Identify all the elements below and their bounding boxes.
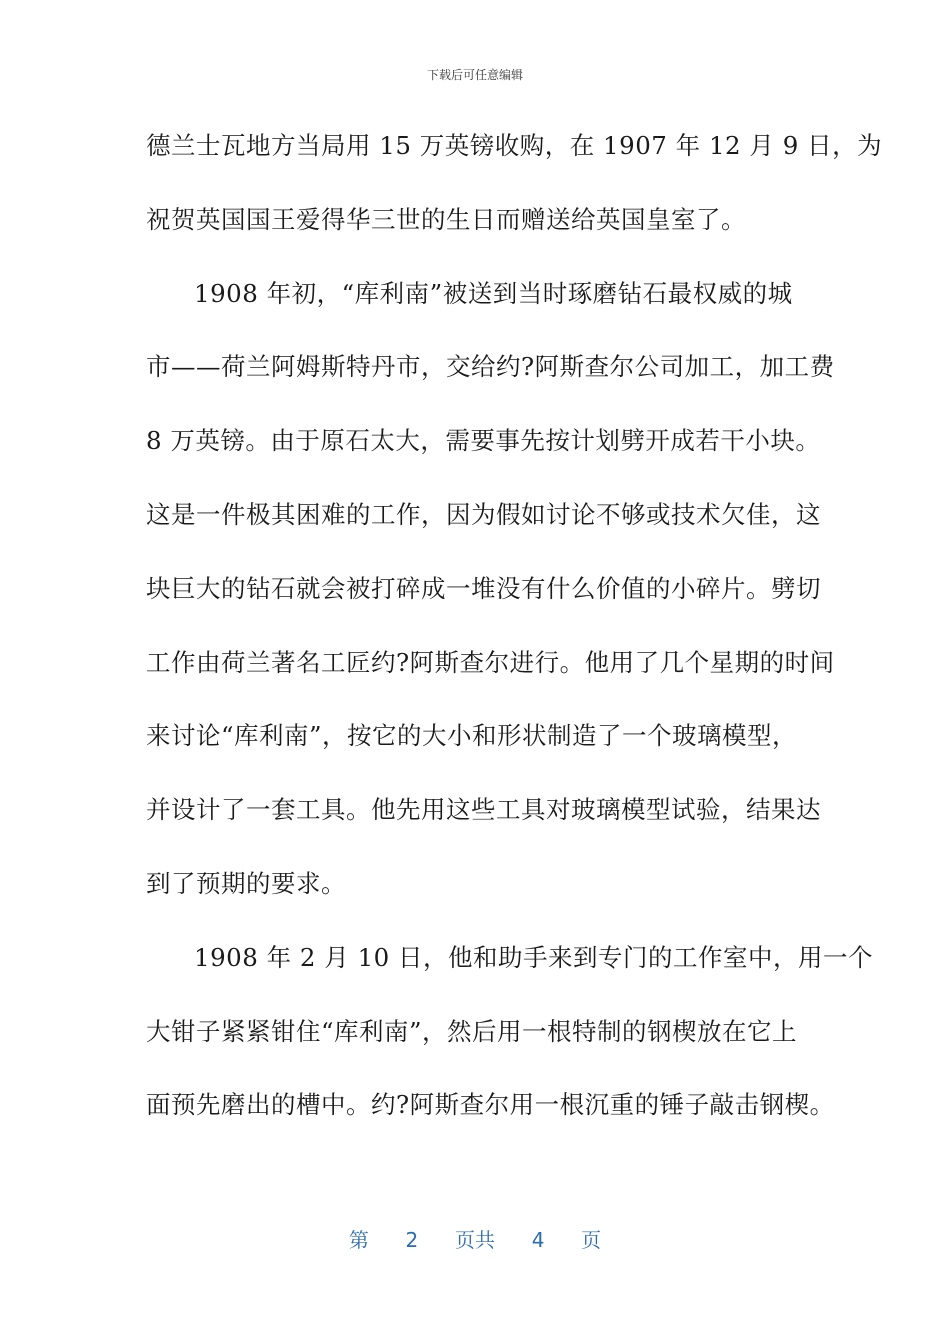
text-line: 来讨论“库利南”，按它的大小和形状制造了一个玻璃模型， xyxy=(146,721,798,751)
text-line: 1908 年初，“库利南”被送到当时琢磨钻石最权威的城 xyxy=(194,278,793,308)
text-line: 块巨大的钻石就会被打碎成一堆没有什么价值的小碎片。劈切 xyxy=(146,573,821,603)
footer-label-page-of: 页共 xyxy=(455,1228,495,1252)
footer-label-page-end: 页 xyxy=(581,1228,602,1252)
page-header: 下载后可任意编辑 xyxy=(426,68,523,82)
text-line: 并设计了一套工具。他先用这些工具对玻璃模型试验，结果达 xyxy=(146,795,821,825)
text-line: 市——荷兰阿姆斯特丹市，交给约?阿斯查尔公司加工，加工费 xyxy=(146,352,835,382)
text-line: 工作由荷兰著名工匠约?阿斯查尔进行。他用了几个星期的时间 xyxy=(146,647,835,677)
text-line: 面预先磨出的槽中。约?阿斯查尔用一根沉重的锤子敲击钢楔。 xyxy=(146,1090,835,1120)
total-pages-number: 4 xyxy=(531,1228,545,1252)
page-footer xyxy=(0,1224,950,1253)
text-line: 1908 年 2 月 10 日，他和助手来到专门的工作室中，用一个 xyxy=(194,942,874,972)
footer-label-page: 第 xyxy=(348,1228,369,1252)
text-line: 这是一件极其困难的工作，因为假如讨论不够或技术欠佳，这 xyxy=(146,499,821,529)
current-page-number: 2 xyxy=(405,1228,419,1252)
text-line: 到了预期的要求。 xyxy=(146,868,346,898)
text-line: 祝贺英国国王爱得华三世的生日而赠送给英国皇室了。 xyxy=(146,204,746,234)
document-body xyxy=(146,126,883,1159)
text-line: 大钳子紧紧钳住“库利南”，然后用一根特制的钢楔放在它上 xyxy=(146,1016,798,1046)
text-line: 8 万英镑。由于原石太大，需要事先按计划劈开成若干小块。 xyxy=(146,426,821,456)
text-line: 德兰士瓦地方当局用 15 万英镑收购，在 1907 年 12 月 9 日，为 xyxy=(146,131,883,160)
